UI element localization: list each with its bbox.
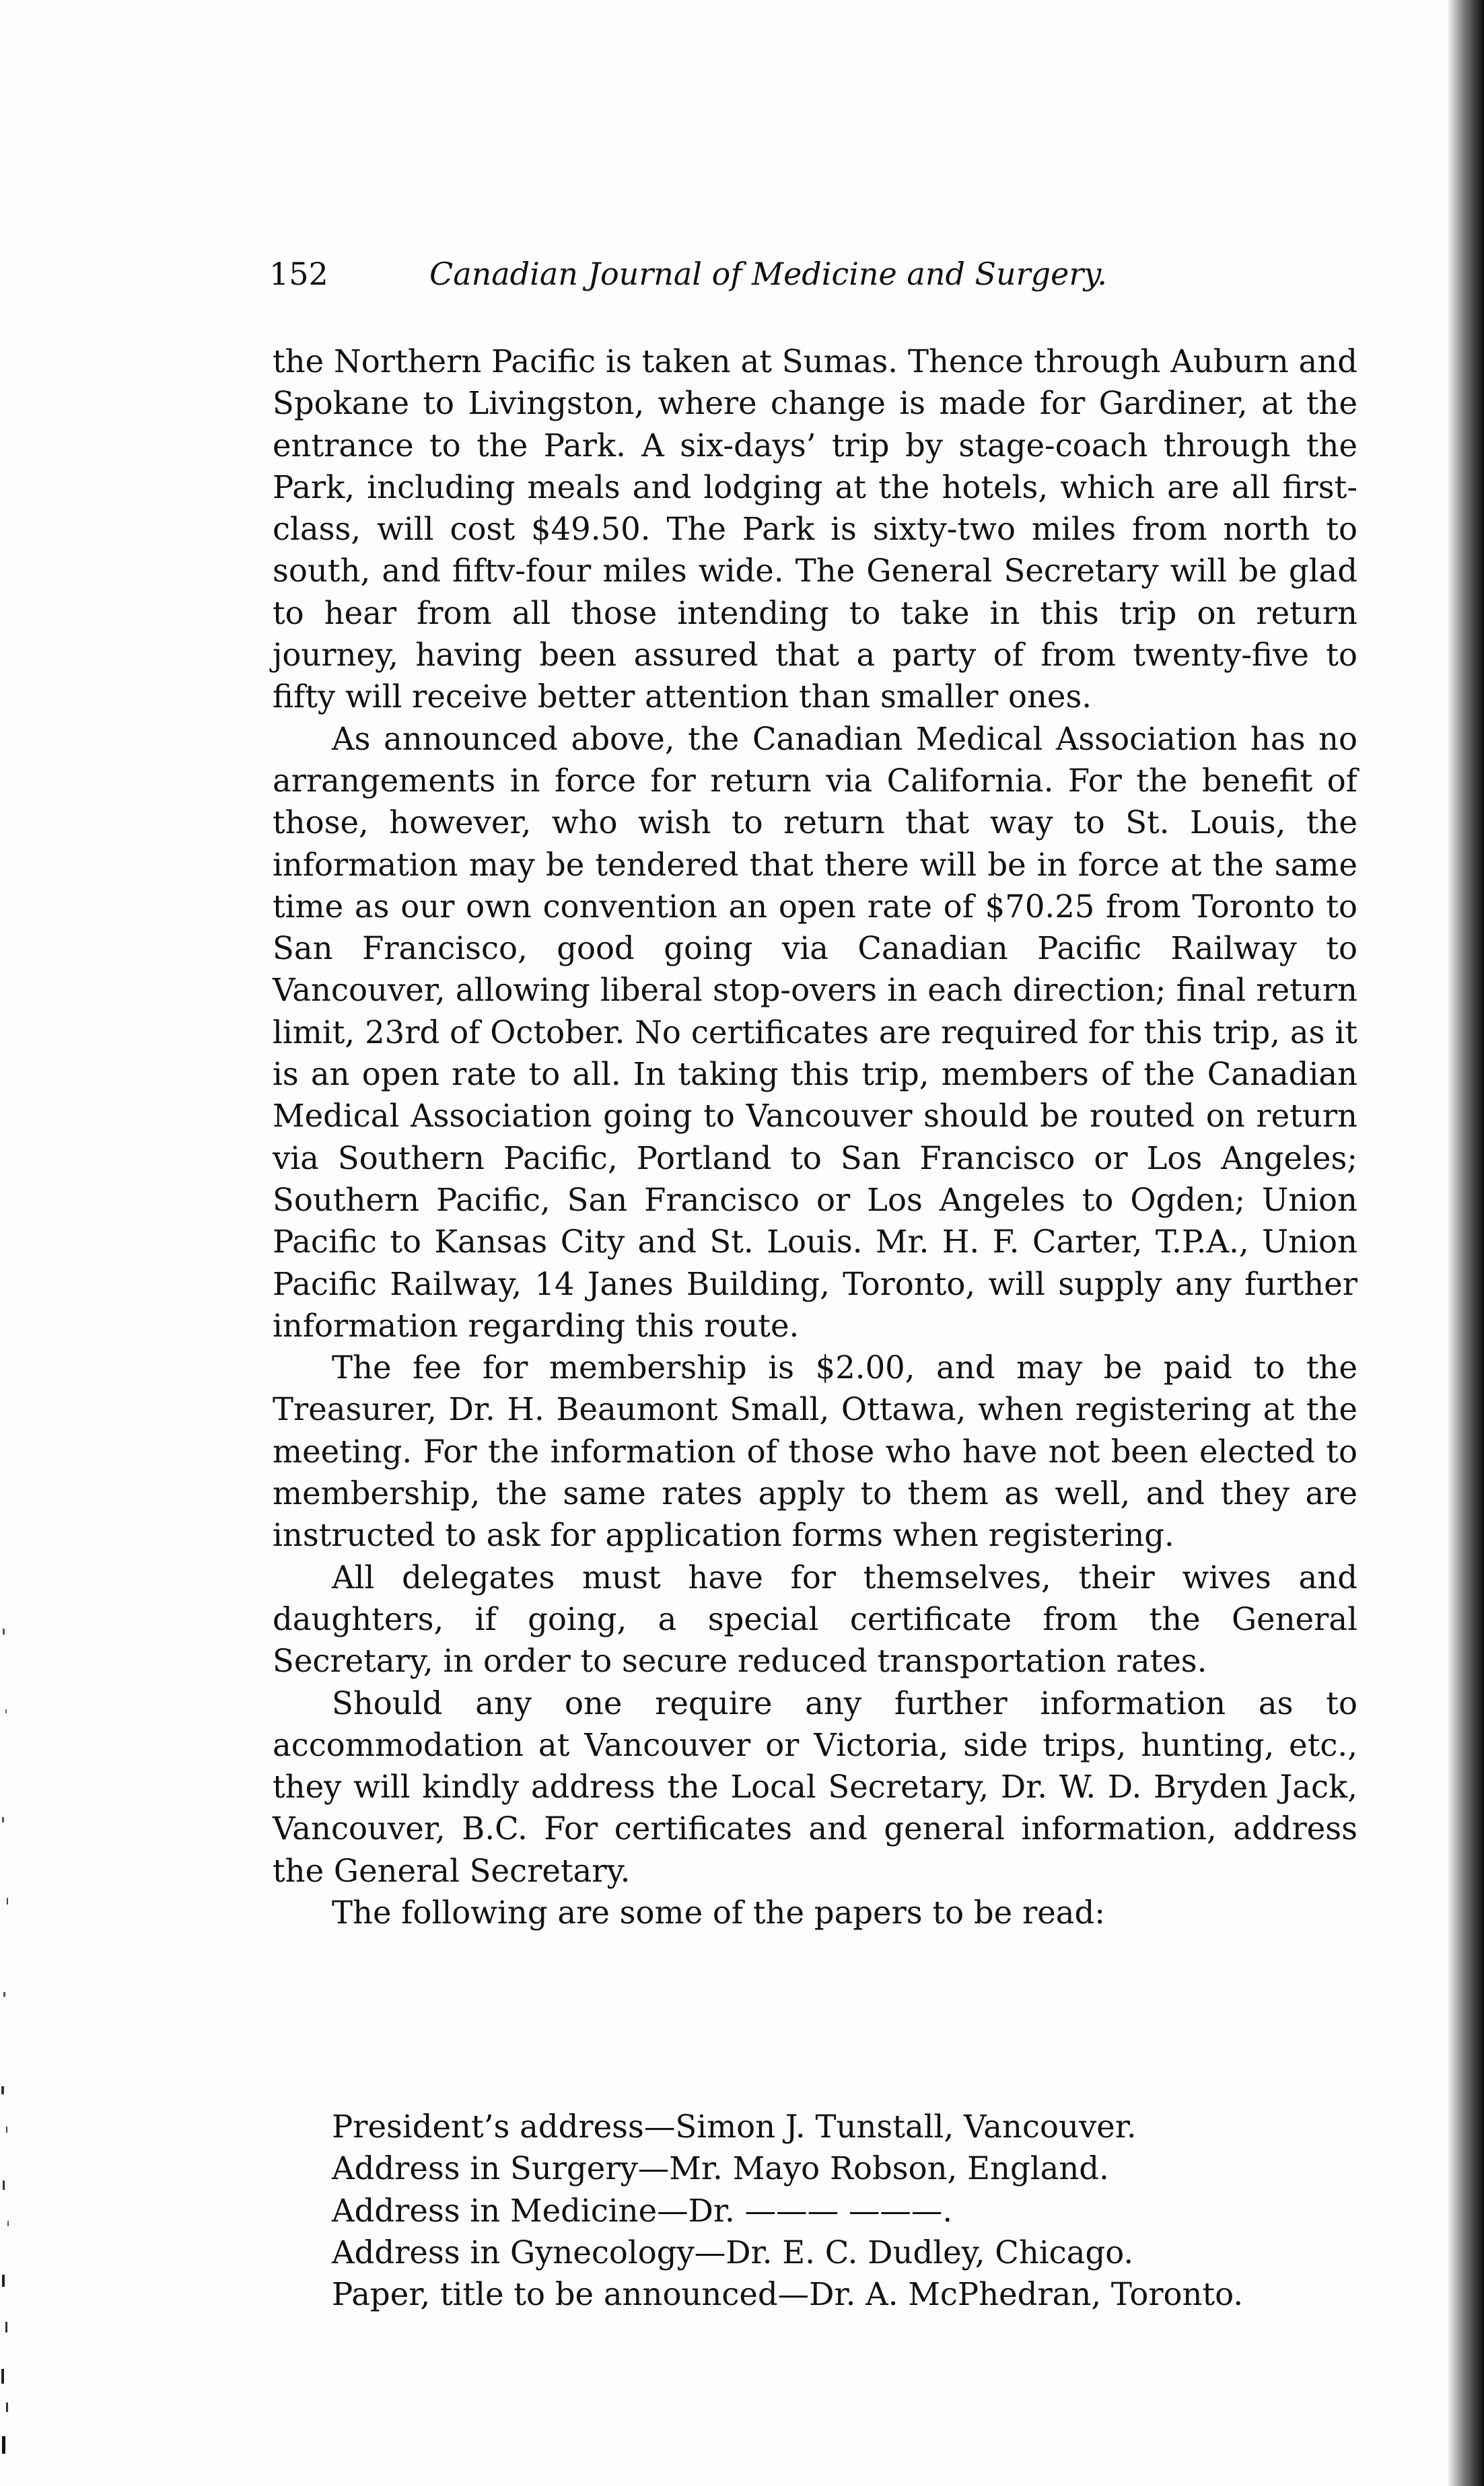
list-item: Address in Gynecology—Dr. E. C. Dudley, Chicago. <box>332 2234 1134 2271</box>
binding-edge-shadow <box>1447 0 1484 2486</box>
paragraph-yellowstone-trip: the Northern Pacific is taken at Sumas. Thence through Auburn and Spokane to Livingston, where change is made for Gardiner, at the entrance to the Park. A six-days’ trip by stage-coach through the Park, including meals and lodging at the hotels, which are all first-class, will cost $49.50. The Park is sixty-two miles from north to south, and fiftv-four miles wide. The General Secretary will be glad to hear from all those intending to take in this trip on return journey, having been assured that a party of from twenty-five to fifty will receive better attention than smaller ones. <box>273 343 1357 715</box>
list-item: Paper, title to be announced—Dr. A. McPhedran, Toronto. <box>332 2276 1244 2313</box>
paragraph-membership-fee: The fee for membership is $2.00, and may be paid to the Treasurer, Dr. H. Beaumont Small, Ottawa, when registering at the meeting. For the information of those who have not been elected to membership, the same rates apply to them as well, and they are instructed to ask for application forms when registering. <box>273 1349 1357 1554</box>
list-item: President’s address—Simon J. Tunstall, Vancouver. <box>332 2108 1137 2145</box>
running-header <box>269 250 1359 297</box>
list-item: Address in Surgery—Mr. Mayo Robson, England. <box>332 2150 1109 2187</box>
margin-specks <box>0 1615 17 2486</box>
article-body <box>273 341 1357 1933</box>
running-title: Canadian Journal of Medicine and Surgery. <box>429 256 1107 292</box>
page-number: 152 <box>269 256 328 292</box>
paragraph-papers-intro: The following are some of the papers to be read: <box>332 1894 1105 1931</box>
list-item: Address in Medicine—Dr. ——— ———. <box>332 2192 953 2229</box>
paragraph-california-return: As announced above, the Canadian Medical Association has no arrangements in force for return via California. For the benefit of those, however, who wish to return that way to St. Louis, the information may be tendered that there will be in force at the same time as our own convention an open rate of $70.25 from Toronto to San Francisco, good going via Canadian Pacific Railway to Vancouver, allowing liberal stop-overs in each direction; final return limit, 23rd of October. No certificates are required for this trip, as it is an open rate to all. In taking this trip, members of the Canadian Medical Association going to Vancouver should be routed on return via Southern Pacific, Portland to San Francisco or Los Angeles; Southern Pacific, San Francisco or Los Angeles to Ogden; Union Pacific to Kansas City and St. Louis. Mr. H. F. Carter, T.P.A., Union Pacific Railway, 14 Janes Building, Toronto, will supply any further information regarding this route. <box>273 720 1357 1344</box>
paragraph-delegate-certificates: All delegates must have for themselves, their wives and daughters, if going, a special certificate from the General Secretary, in order to secure reduced transportation rates. <box>273 1559 1357 1680</box>
papers-list <box>332 2106 1362 2315</box>
paragraph-further-information: Should any one require any further information as to accommodation at Vancouver or Victoria, side trips, hunting, etc., they will kindly address the Local Secretary, Dr. W. D. Bryden Jack, Vancouver, B.C. For certificates and general information, address the General Secretary. <box>273 1684 1357 1889</box>
